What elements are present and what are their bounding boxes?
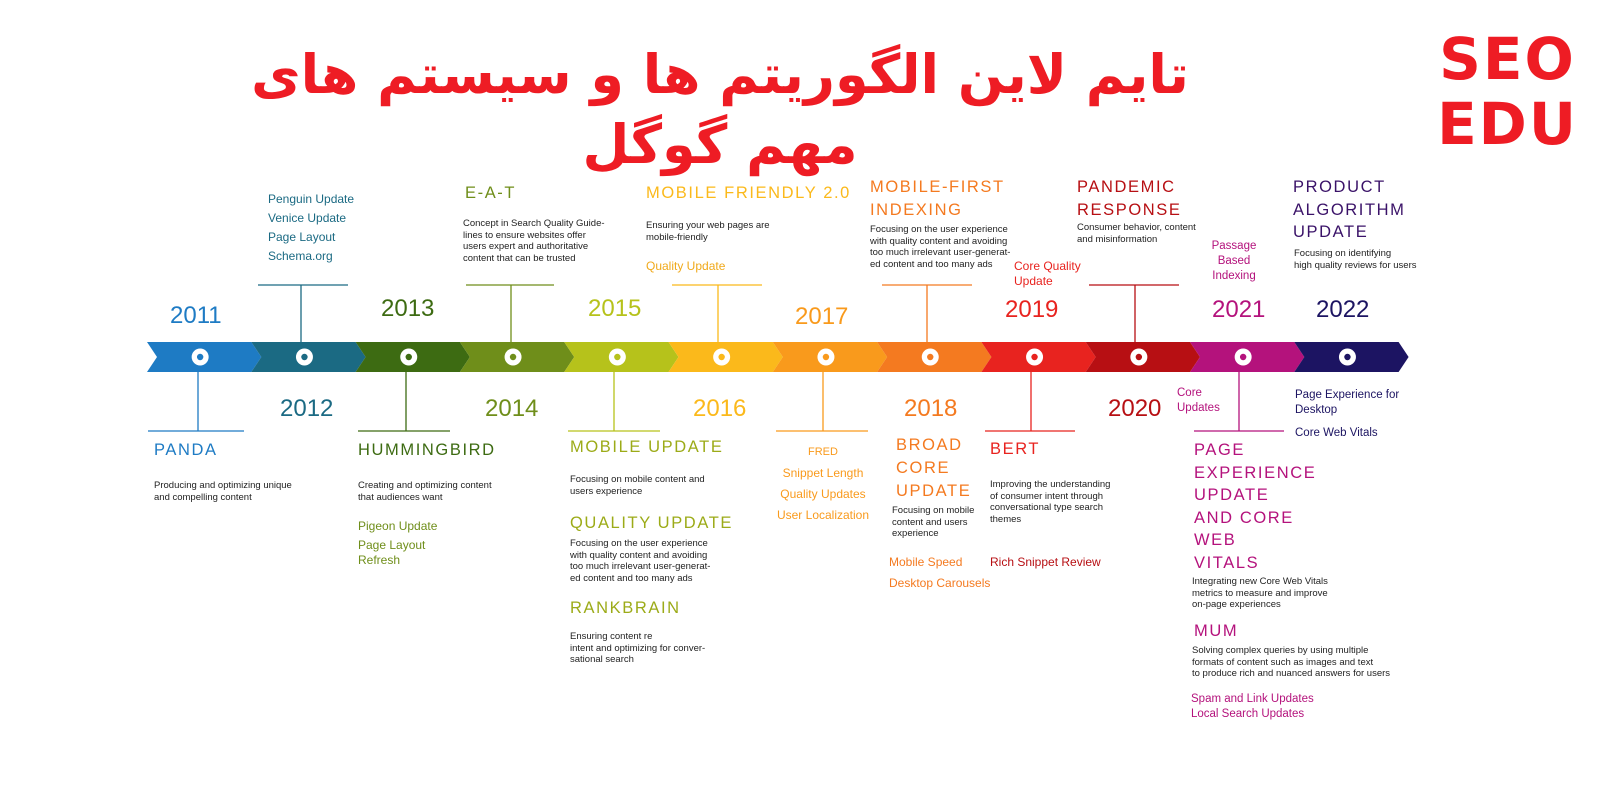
year-2021-updates: Spam and Link Updates Local Search Updates <box>1191 693 1314 720</box>
year-2022-label: 2022 <box>1316 296 1370 323</box>
timeline-node-dot-2014 <box>510 354 516 360</box>
year-2014-label: 2014 <box>485 395 539 422</box>
rankbrain-heading: RANKBRAIN <box>570 599 681 617</box>
page-title: تایم لاین الگوریتم ها و سیستم های مهم گوگل <box>251 43 1189 176</box>
year-2020-label: 2020 <box>1108 395 1162 422</box>
mum-description: Solving complex queries by using multiple formats of content such as images and text to produce rich and nuanced answers for users <box>1192 645 1391 679</box>
broad-core-update-heading: BROAD CORE UPDATE <box>896 436 972 500</box>
page-experience-update-heading: PAGE EXPERIENCE UPDATE AND CORE WEB VITALS <box>1194 441 1317 572</box>
product-algorithm-update-heading: PRODUCT ALGORITHM UPDATE <box>1293 178 1406 241</box>
year-2011-label: 2011 <box>170 302 222 329</box>
rankbrain-description: Ensuring content re intent and optimizing for conver- sational search <box>570 631 706 665</box>
timeline-node-dot-2016 <box>718 354 724 360</box>
pandemic-response-heading: PANDEMIC RESPONSE <box>1077 178 1182 219</box>
logo-edu: EDU <box>1437 90 1578 158</box>
quality-update-2016: Quality Update <box>646 259 726 273</box>
year-2019-label: 2019 <box>1005 296 1059 323</box>
year-2016-label: 2016 <box>693 395 747 422</box>
product-algorithm-description: Focusing on identifying high quality reviews for users <box>1294 248 1417 271</box>
year-2017-label: 2017 <box>795 303 849 330</box>
bert-description: Improving the understanding of consumer intent through conversational type search themes <box>990 479 1111 525</box>
passage-based-indexing: Passage Based Indexing <box>1211 240 1257 282</box>
timeline-node-dot-2018 <box>927 354 933 360</box>
year-2012-label: 2012 <box>280 395 334 422</box>
year-2015-label: 2015 <box>588 295 642 322</box>
year-2013-updates: Pigeon Update Page Layout Refresh <box>358 519 438 567</box>
year-2017-updates: FRED Snippet Length Quality Updates User Localization <box>776 446 870 522</box>
year-2021-label: 2021 <box>1212 296 1266 323</box>
page-experience-desktop: Page Experience for Desktop <box>1295 389 1400 416</box>
rich-snippet-review: Rich Snippet Review <box>990 555 1101 569</box>
quality-update-heading: QUALITY UPDATE <box>570 514 733 532</box>
eat-heading: E-A-T <box>465 184 517 202</box>
eat-description: Concept in Search Quality Guide- lines to ensure websites offer users expert and authoritative content that can be trusted <box>463 218 605 264</box>
logo-seo: SEO <box>1439 25 1576 93</box>
broad-core-description: Focusing on mobile content and users experience <box>892 505 975 539</box>
mobile-friendly-heading: MOBILE FRIENDLY 2.0 <box>646 184 851 202</box>
timeline-node-dot-2020 <box>1136 354 1142 360</box>
mobile-friendly-description: Ensuring your web pages are mobile-friendly <box>646 220 770 243</box>
mobile-first-indexing-heading: MOBILE-FIRST INDEXING <box>870 178 1005 219</box>
page-experience-description: Integrating new Core Web Vitals metrics to measure and improve on-page experiences <box>1192 576 1328 610</box>
core-quality-update: Core Quality Update <box>1014 259 1081 288</box>
hummingbird-description: Creating and optimizing content that audiences want <box>358 480 492 503</box>
panda-description: Producing and optimizing unique and compelling content <box>154 480 292 503</box>
year-2013-label: 2013 <box>381 295 435 322</box>
mum-heading: MUM <box>1194 622 1239 640</box>
core-web-vitals-2022: Core Web Vitals <box>1295 427 1378 439</box>
year-2018-updates: Mobile Speed Desktop Carousels <box>889 555 991 590</box>
timeline-node-dot-2021 <box>1240 354 1246 360</box>
hummingbird-heading: HUMMINGBIRD <box>358 441 496 459</box>
timeline-node-dot-2022 <box>1344 354 1350 360</box>
timeline-node-dot-2015 <box>614 354 620 360</box>
mobile-update-heading: MOBILE UPDATE <box>570 438 724 456</box>
year-2018-label: 2018 <box>904 395 958 422</box>
timeline-node-dot-2013 <box>406 354 412 360</box>
timeline-node-dot-2011 <box>197 354 203 360</box>
pandemic-response-description: Consumer behavior, content and misinformation <box>1077 222 1196 245</box>
quality-update-description: Focusing on the user experience with quality content and avoiding too much irrelevant user-generat- ed content and too many ads <box>570 538 711 584</box>
year-2012-updates: Penguin Update Venice Update Page Layout Schema.org <box>268 192 355 263</box>
timeline-node-dot-2012 <box>301 354 307 360</box>
timeline-node-dot-2019 <box>1031 354 1037 360</box>
mobile-first-description: Focusing on the user experience with quality content and avoiding too much irrelevant user-generat- ed content and too many ads <box>870 224 1011 270</box>
mobile-update-description: Focusing on mobile content and users experience <box>570 474 705 497</box>
core-updates-2021: Core Updates <box>1177 387 1220 414</box>
bert-heading: BERT <box>990 440 1041 458</box>
panda-heading: PANDA <box>154 441 218 459</box>
timeline-node-dot-2017 <box>823 354 829 360</box>
